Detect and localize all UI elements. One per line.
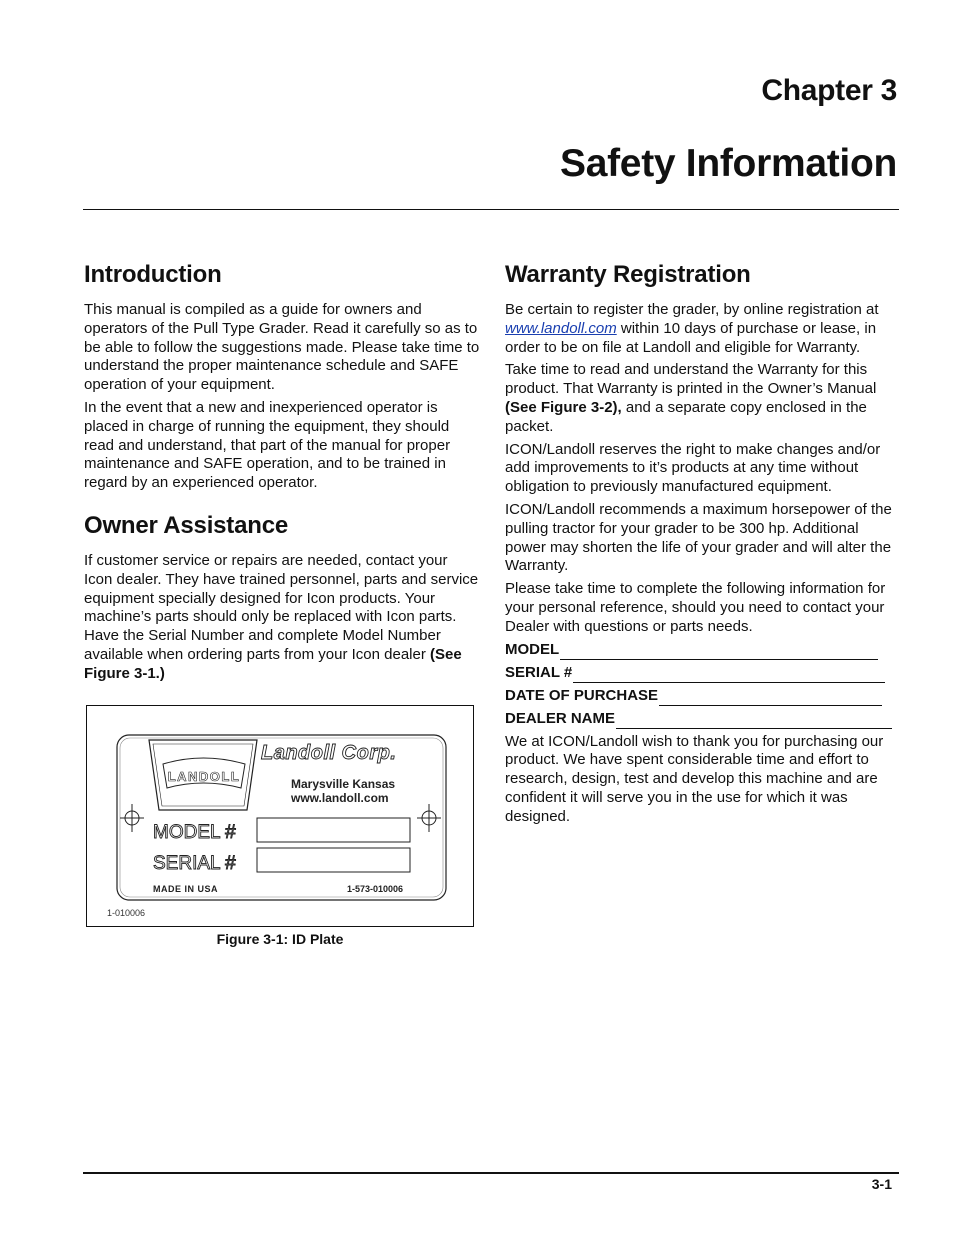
- owner-assistance-heading: Owner Assistance: [84, 511, 288, 539]
- serial-field-blank[interactable]: [573, 668, 885, 683]
- page-number: 3-1: [871, 1176, 892, 1192]
- dealer-field-label: DEALER NAME: [505, 709, 616, 727]
- warranty-p2-text-after: and a separate copy enclosed in the packet.: [505, 398, 867, 435]
- warranty-paragraph-2: [505, 361, 898, 436]
- page-title: Safety Information: [560, 142, 897, 185]
- right-column: [505, 262, 898, 831]
- brand-name: Landoll Corp.: [261, 742, 397, 764]
- figure-reference: (See Figure 3-1.): [84, 645, 462, 682]
- model-field-label: MODEL: [505, 640, 560, 658]
- warranty-paragraph-6: We at ICON/Landoll wish to thank you for purchasing our product. We have spent considerable time and effort to research, design, test and develop this machine and are confident it will serve you in the use for which it was designed.: [505, 732, 884, 825]
- footer-divider: [83, 1172, 899, 1174]
- serial-field-box: [257, 848, 410, 872]
- plate-city: Marysville Kansas: [291, 777, 396, 791]
- introduction-paragraph-2: In the event that a new and inexperienced operator is placed in charge of running the equipment, they should read and understand, that part of the manual for proper maintenance and SAFE operation, and to be trained in regard by an experienced operator.: [84, 398, 451, 492]
- warranty-paragraph-3: ICON/Landoll reserves the right to make changes and/or add improvements to it’s products at any time without obligation to previously manufactured equipment.: [505, 440, 881, 496]
- figure-caption: Figure 3-1: ID Plate: [216, 931, 344, 947]
- id-plate-figure: [86, 705, 474, 927]
- left-mounting-crosshair: [120, 804, 144, 832]
- warranty-figure-reference: (See Figure 3-2),: [505, 398, 622, 416]
- serial-label: SERIAL #: [153, 853, 236, 874]
- model-label: MODEL #: [153, 822, 236, 843]
- landoll-link[interactable]: www.landoll.com: [505, 319, 617, 337]
- made-in-label: MADE IN USA: [153, 884, 219, 894]
- model-field-blank[interactable]: [560, 645, 878, 660]
- introduction-paragraph-1: This manual is compiled as a guide for owners and operators of the Pull Type Grader. Read it carefully so as to be able to follow the suggestions made. Please take time to understand the proper maintenance schedule and SAFE operation of your equipment.: [84, 301, 480, 394]
- chapter-label: Chapter 3: [761, 74, 897, 107]
- warranty-heading: Warranty Registration: [505, 261, 751, 288]
- landoll-logo-icon: [149, 740, 257, 810]
- left-column: [84, 262, 480, 688]
- warranty-paragraph-1: [505, 301, 898, 357]
- svg-text:LANDOLL: LANDOLL: [167, 769, 241, 784]
- figure-id: 1-010006: [107, 908, 146, 918]
- serial-field[interactable]: [505, 664, 898, 683]
- date-field-label: DATE OF PURCHASE: [505, 686, 659, 704]
- warranty-paragraph-4: ICON/Landoll recommends a maximum horsepower of the pulling tractor for your grader to be 300 hp. Additional power may shorten the life of your grader and will alter the Warranty.: [505, 500, 892, 575]
- date-of-purchase-field[interactable]: [505, 687, 898, 706]
- date-field-blank[interactable]: [659, 691, 882, 706]
- warranty-p1-text: Be certain to register the grader, by online registration at: [505, 301, 879, 318]
- model-field[interactable]: [505, 641, 898, 660]
- model-field-box: [257, 818, 410, 842]
- id-plate-illustration: [87, 706, 473, 926]
- warranty-p2-text: Take time to read and understand the Warranty for this product. That Warranty is printed in the Owner’s Manual: [505, 361, 877, 398]
- right-mounting-crosshair: [417, 804, 441, 832]
- serial-field-label: SERIAL #: [505, 663, 573, 681]
- warranty-p1-text-after: within 10 days of purchase or lease, in order to be on file at Landoll and eligible for Warranty.: [505, 319, 877, 356]
- header-divider: [83, 209, 899, 210]
- plate-part-number: 1-573-010006: [347, 884, 404, 894]
- introduction-heading: Introduction: [84, 261, 222, 288]
- owner-assistance-paragraph: [84, 552, 480, 684]
- warranty-paragraph-5: Please take time to complete the following information for your personal reference, should you need to contact your Dealer with questions or parts needs.: [505, 580, 886, 635]
- plate-web: www.landoll.com: [291, 791, 389, 805]
- dealer-field-blank[interactable]: [616, 714, 892, 729]
- dealer-name-field[interactable]: [505, 710, 898, 729]
- owner-assistance-text: If customer service or repairs are needed, contact your Icon dealer. They have trained personnel, parts and service equipment specially designed for Icon products. Your machine’s parts should only be replaced with Icon parts. Have the Serial Number and complete Model Number available when ordering parts from your Icon dealer: [84, 551, 479, 663]
